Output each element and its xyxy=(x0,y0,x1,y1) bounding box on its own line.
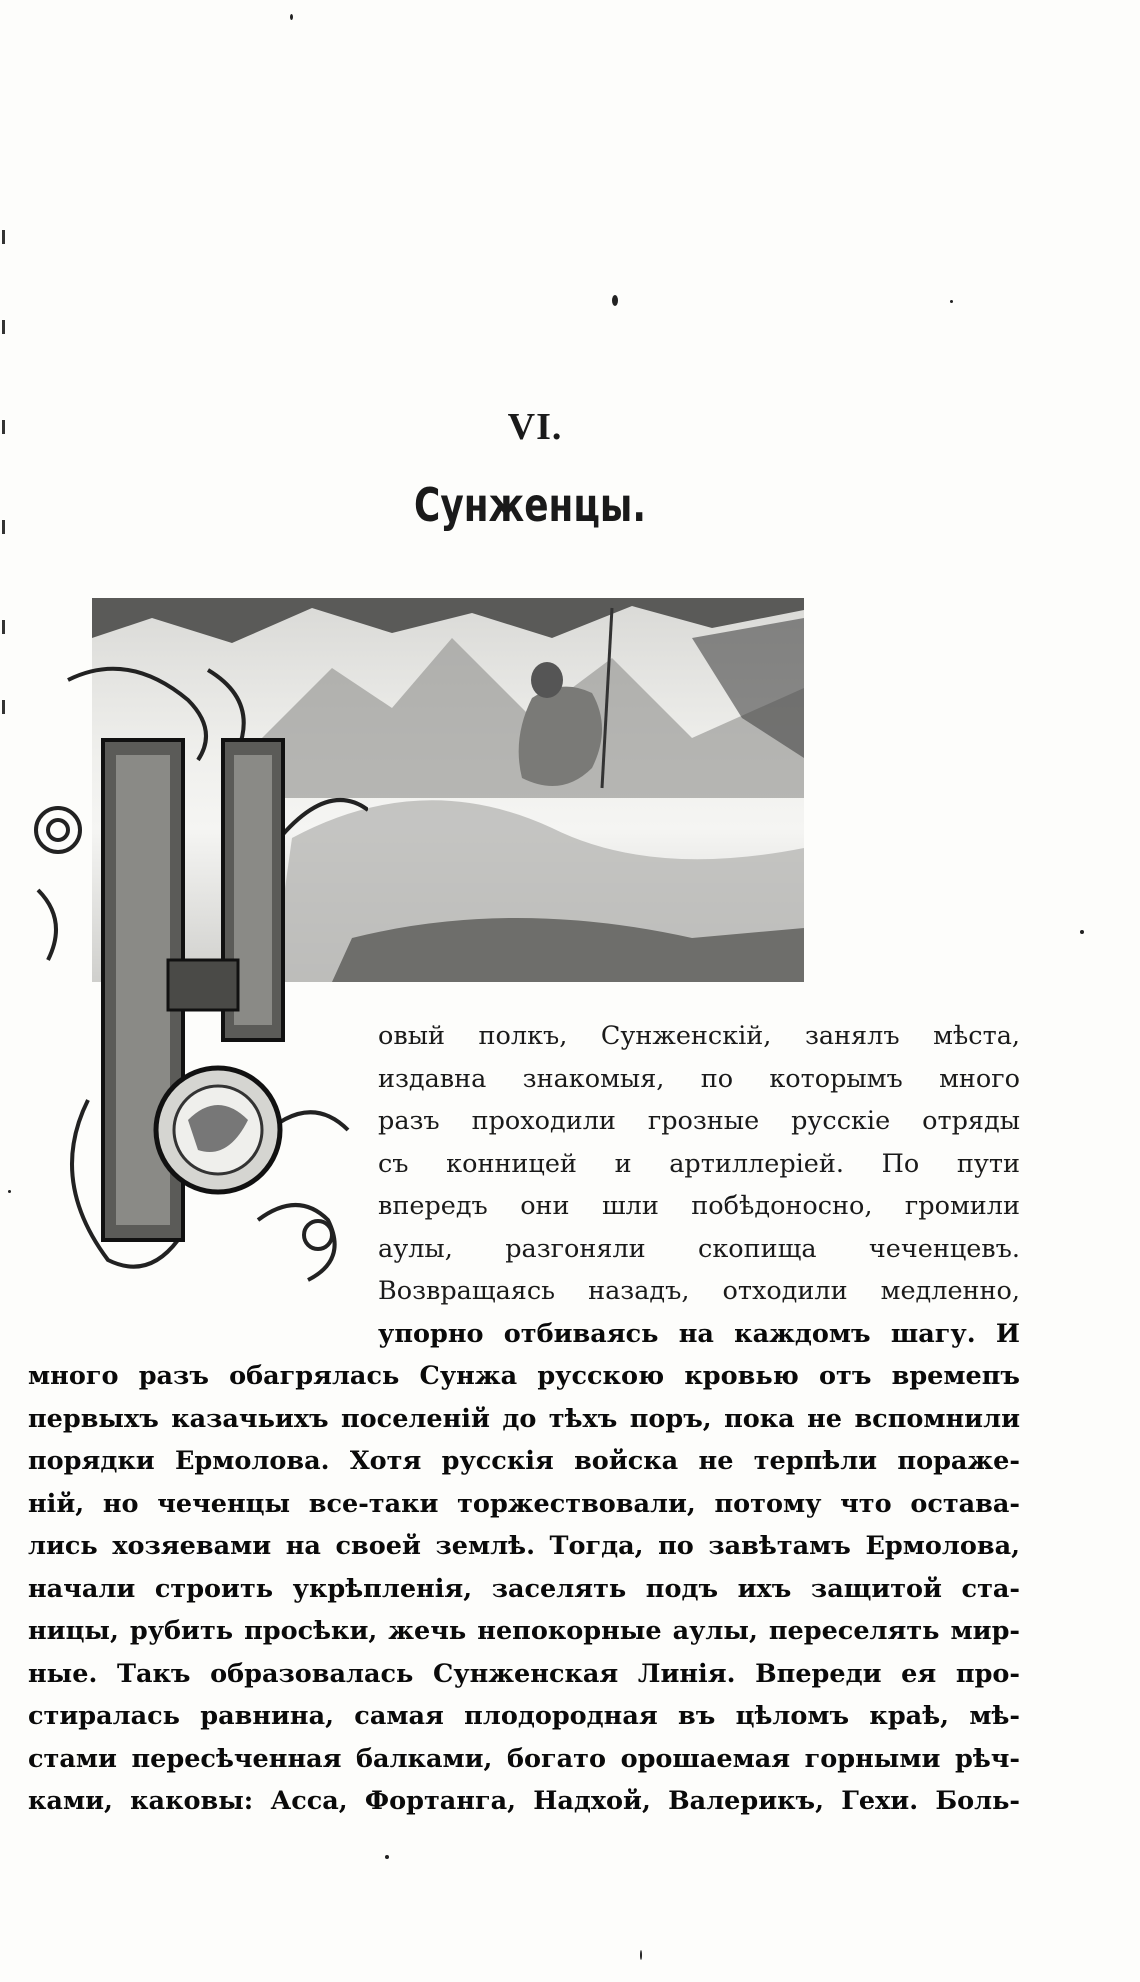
chapter-number: VI. xyxy=(507,406,563,448)
scan-speck xyxy=(385,1855,389,1859)
chapter-title: Сунженцы. xyxy=(413,478,647,532)
text-line: Возвращаясь назадъ, отходили медленно, xyxy=(378,1276,1020,1306)
text-line: ные. Такъ образовалась Сунженская Линія. Впереди ея про- xyxy=(28,1658,1020,1689)
text-line: разъ проходили грозные русскіе отряды xyxy=(378,1106,1020,1136)
edge-mark xyxy=(2,700,5,714)
scan-speck xyxy=(290,14,293,20)
text-line: порядки Ермолова. Хотя русскія войска не терпѣли пораже- xyxy=(28,1446,1020,1476)
scan-speck xyxy=(640,1950,642,1960)
edge-mark xyxy=(2,620,5,634)
scan-speck xyxy=(1080,930,1084,934)
text-line: впередъ они шли побѣдоносно, громили xyxy=(378,1191,1020,1221)
text-line: упорно отбиваясь на каждомъ шагу. И xyxy=(378,1318,1020,1349)
text-line: много разъ обагрялась Сунжа русскою кровью отъ времепъ xyxy=(28,1361,1020,1391)
scan-speck xyxy=(8,1190,11,1193)
text-line: первыхъ казачьихъ поселеній до тѣхъ поръ, пока не вспомнили xyxy=(28,1403,1020,1434)
text-line: начали строить укрѣпленія, заселять подъ ихъ защитой ста- xyxy=(28,1573,1020,1604)
paragraph-indented xyxy=(378,1015,1020,1355)
text-line: стиралась равнина, самая плодородная въ цѣломъ краѣ, мѣ- xyxy=(28,1701,1020,1731)
edge-mark xyxy=(2,320,5,334)
text-line: аулы, разгоняли скопища чеченцевъ. xyxy=(378,1233,1020,1264)
paragraph-full xyxy=(28,1355,1020,1823)
edge-mark xyxy=(2,520,5,534)
text-line: ницы, рубить просѣки, жечь непокорные аулы, переселять мир- xyxy=(28,1616,1020,1646)
text-line: лись хозяевами на своей землѣ. Тогда, по завѣтамъ Ермолова, xyxy=(28,1531,1020,1561)
scan-speck xyxy=(950,300,953,303)
text-line: съ конницей и артиллеріей. По пути xyxy=(378,1148,1020,1179)
text-line: стами пересѣченная балками, богато орошаемая горными рѣч- xyxy=(28,1743,1020,1774)
text-line: овый полкъ, Сунженскій, занялъ мѣста, xyxy=(378,1021,1020,1051)
edge-mark xyxy=(2,230,5,244)
text-line: издавна знакомыя, по которымъ много xyxy=(378,1063,1020,1094)
text-line: ній, но чеченцы все-таки торжествовали, потому что остава- xyxy=(28,1488,1020,1519)
scan-speck xyxy=(612,295,618,306)
drop-cap-initial xyxy=(28,660,368,1300)
text-line: ками, каковы: Асса, Фортанга, Надхой, Валерикъ, Гехи. Боль- xyxy=(28,1786,1020,1816)
